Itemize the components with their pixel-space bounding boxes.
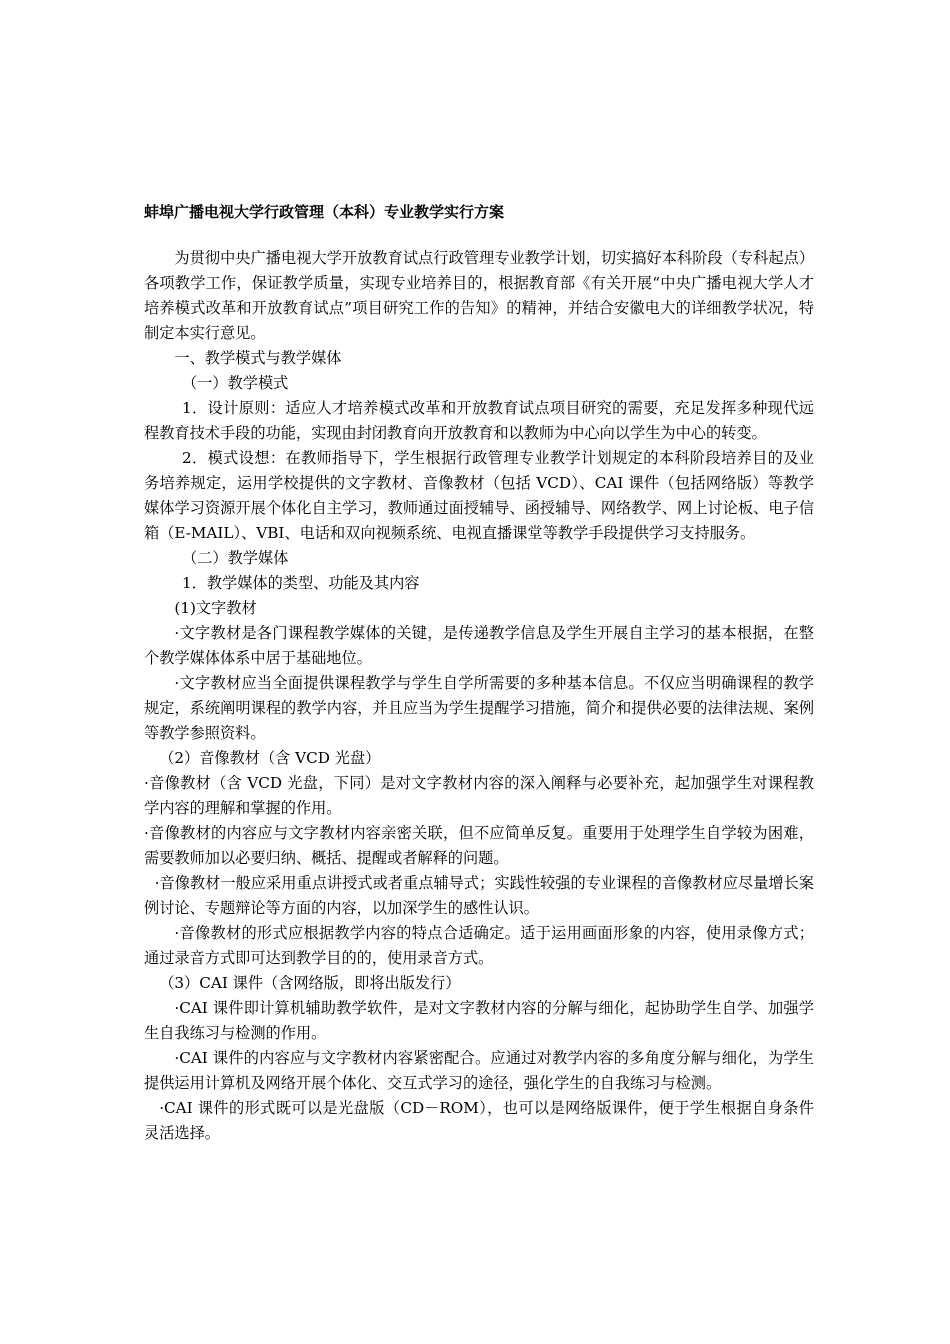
item-heading-media-types: 1．教学媒体的类型、功能及其内容 [182, 574, 420, 592]
bullet-cai-1: ·CAI 课件即计算机辅助教学软件，是对文字教材内容的分解与细化，起协助学生自学、加强学生自我练习与检测的作用。 [144, 999, 814, 1042]
section-heading-1: 一、教学模式与教学媒体 [174, 349, 342, 367]
document-title: 蚌埠广播电视大学行政管理（本科）专业教学实行方案 [144, 203, 505, 221]
bullet-text-materials-1: ·文字教材是各门课程教学媒体的关键，是传递教学信息及学生开展自主学习的基本根据，在整个教学媒体体系中居于基础地位。 [144, 624, 814, 667]
subsection-heading-teaching-media: （二）教学媒体 [182, 549, 289, 567]
bullet-text-materials-2: ·文字教材应当全面提供课程教学与学生自学所需要的多种基本信息。不仅应当明确课程的教学规定，系统阐明课程的教学内容，并且应当为学生提醒学习措施，简介和提供必要的法律法规、案例等教学参照资料。 [144, 674, 814, 742]
item-heading-av-materials: （2）音像教材（含 VCD 光盘） [159, 749, 381, 767]
bullet-av-materials-2: ·音像教材的内容应与文字教材内容亲密关联，但不应简单反复。重要用于处理学生自学较为困难，需要教师加以必要归纳、概括、提醒或者解释的问题。 [144, 824, 814, 867]
subsection-heading-teaching-mode: （一）教学模式 [182, 374, 289, 392]
item-heading-cai: （3）CAI 课件（含网络版，即将出版发行） [159, 974, 461, 992]
document-page [144, 200, 814, 1146]
bullet-av-materials-4: ·音像教材的形式应根据教学内容的特点合适确定。适于运用画面形象的内容，使用录像方式；通过录音方式即可达到教学目的的，使用录音方式。 [144, 924, 814, 967]
bullet-cai-2: ·CAI 课件的内容应与文字教材内容紧密配合。应通过对教学内容的多角度分解与细化，为学生提供运用计算机及网络开展个体化、交互式学习的途径，强化学生的自我练习与检测。 [144, 1049, 814, 1092]
paragraph-intro: 为贯彻中央广播电视大学开放教育试点行政管理专业教学计划，切实搞好本科阶段（专科起点）各项教学工作，保证教学质量，实现专业培养目的，根据教育部《有关开展“中央广播电视大学人才培养模式改革和开放教育试点”项目研究工作的告知》的精神，并结合安徽电大的详细教学状况，特制定本实行意见。 [144, 249, 814, 342]
paragraph-mode-concept: 2．模式设想：在教师指导下，学生根据行政管理专业教学计划规定的本科阶段培养目的及业务培养规定，运用学校提供的文字教材、音像教材（包括 VCD）、CAI 课件（包括网络版）等教学媒体学习资源开展个体化自主学习，教师通过面授辅导、函授辅导、网络教学、网上讨论板、电子信箱（E-MAIL）、VBI、电话和双向视频系统、电视直播课堂等教学手段提供学习支持服务。 [144, 449, 814, 542]
item-heading-text-materials: (1)文字教材 [174, 599, 257, 617]
bullet-cai-3: ·CAI 课件的形式既可以是光盘版（CD－ROM），也可以是网络版课件，便于学生根据自身条件灵活选择。 [144, 1099, 814, 1142]
bullet-av-materials-3: ·音像教材一般应采用重点讲授式或者重点辅导式；实践性较强的专业课程的音像教材应尽量增长案例讨论、专题辩论等方面的内容，以加深学生的感性认识。 [144, 874, 814, 917]
paragraph-design-principle: 1．设计原则：适应人才培养模式改革和开放教育试点项目研究的需要，充足发挥多种现代远程教育技术手段的功能，实现由封闭教育向开放教育和以教师为中心向以学生为中心的转变。 [144, 399, 814, 442]
bullet-av-materials-1: ·音像教材（含 VCD 光盘，下同）是对文字教材内容的深入阐释与必要补充，起加强学生对课程教学内容的理解和掌握的作用。 [144, 774, 814, 817]
